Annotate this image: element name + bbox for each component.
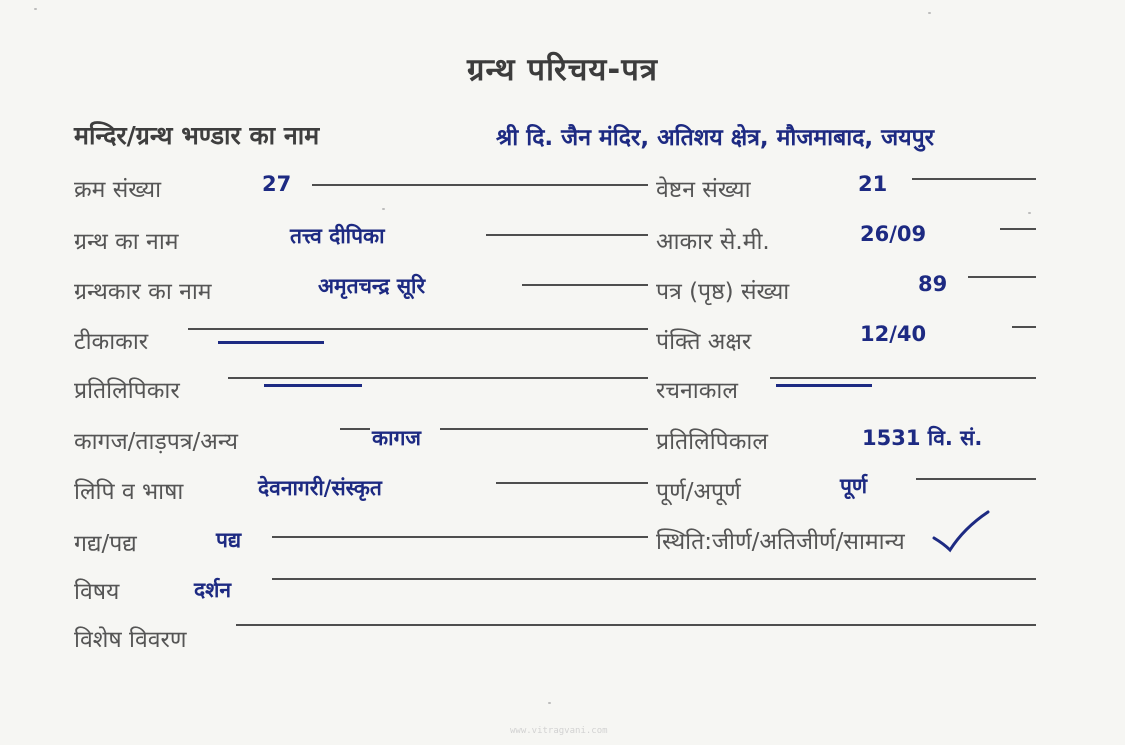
material-label: कागज/ताड़पत्र/अन्य bbox=[74, 429, 238, 455]
prose-verse-value: पद्य bbox=[216, 528, 242, 552]
paper-speck bbox=[548, 702, 551, 704]
serial-number-value: 27 bbox=[262, 172, 292, 196]
bundle-number-rule bbox=[912, 178, 1036, 180]
bundle-number-value: 21 bbox=[858, 172, 888, 196]
special-details-rule bbox=[236, 624, 1036, 626]
subject-label: विषय bbox=[74, 579, 120, 605]
copy-period-value: 1531 वि. सं. bbox=[862, 426, 983, 450]
book-name-value: तत्त्व दीपिका bbox=[290, 224, 385, 248]
material-rule-b bbox=[440, 428, 648, 430]
copyist-rule bbox=[228, 377, 648, 379]
subject-value: दर्शन bbox=[194, 578, 232, 602]
page-count-label: पत्र (पृष्ठ) संख्या bbox=[656, 279, 790, 305]
serial-number-label: क्रम संख्या bbox=[74, 177, 162, 203]
commentator-rule bbox=[188, 328, 648, 330]
paper-speck bbox=[928, 12, 931, 14]
author-value: अमृतचन्द्र सूरि bbox=[318, 274, 426, 298]
author-label: ग्रन्थकार का नाम bbox=[74, 279, 212, 305]
complete-value: पूर्ण bbox=[840, 474, 868, 498]
script-language-label: लिपि व भाषा bbox=[74, 479, 184, 505]
card-title: ग्रन्थ परिचय-पत्र bbox=[467, 52, 658, 88]
temple-value: श्री दि. जैन मंदिर, अतिशय क्षेत्र, मौजमाबाद, जयपुर bbox=[496, 125, 935, 151]
complete-rule bbox=[916, 478, 1036, 480]
complete-label: पूर्ण/अपूर्ण bbox=[656, 479, 741, 505]
temple-label: मन्दिर/ग्रन्थ भण्डार का नाम bbox=[74, 121, 320, 150]
page-count-rule bbox=[968, 276, 1036, 278]
composition-period-label: रचनाकाल bbox=[656, 378, 738, 404]
size-rule bbox=[1000, 228, 1036, 230]
composition-period-rule bbox=[770, 377, 1036, 379]
material-value: कागज bbox=[372, 426, 421, 450]
prose-verse-label: गद्य/पद्य bbox=[74, 531, 137, 557]
composition-period-blank-mark bbox=[776, 384, 872, 387]
commentator-blank-mark bbox=[218, 341, 324, 344]
author-rule bbox=[522, 284, 648, 286]
copy-period-label: प्रतिलिपिकाल bbox=[656, 429, 768, 455]
material-rule-a bbox=[340, 428, 370, 430]
script-language-value: देवनागरी/संस्कृत bbox=[258, 476, 382, 500]
subject-rule bbox=[272, 578, 1036, 580]
commentator-label: टीकाकार bbox=[74, 329, 149, 355]
condition-label: स्थिति:जीर्ण/अतिजीर्ण/सामान्य bbox=[656, 529, 905, 555]
copyist-label: प्रतिलिपिकार bbox=[74, 378, 180, 404]
special-details-label: विशेष विवरण bbox=[74, 627, 187, 653]
size-value: 26/09 bbox=[860, 222, 927, 246]
watermark: www.vitragvani.com bbox=[510, 726, 608, 736]
paper-speck bbox=[1028, 212, 1031, 214]
size-label: आकार से.मी. bbox=[656, 229, 770, 255]
line-letters-label: पंक्ति अक्षर bbox=[656, 329, 752, 355]
book-name-label: ग्रन्थ का नाम bbox=[74, 229, 179, 255]
copyist-blank-mark bbox=[264, 384, 362, 387]
script-language-rule bbox=[496, 482, 648, 484]
paper-speck bbox=[34, 8, 37, 10]
line-letters-rule bbox=[1012, 326, 1036, 328]
serial-number-rule bbox=[312, 184, 648, 186]
paper-speck bbox=[382, 208, 385, 210]
book-name-rule bbox=[486, 234, 648, 236]
bundle-number-label: वेष्टन संख्या bbox=[656, 177, 751, 203]
page-count-value: 89 bbox=[918, 272, 948, 296]
line-letters-value: 12/40 bbox=[860, 322, 927, 346]
checkmark-icon bbox=[930, 508, 994, 556]
prose-verse-rule bbox=[272, 536, 648, 538]
